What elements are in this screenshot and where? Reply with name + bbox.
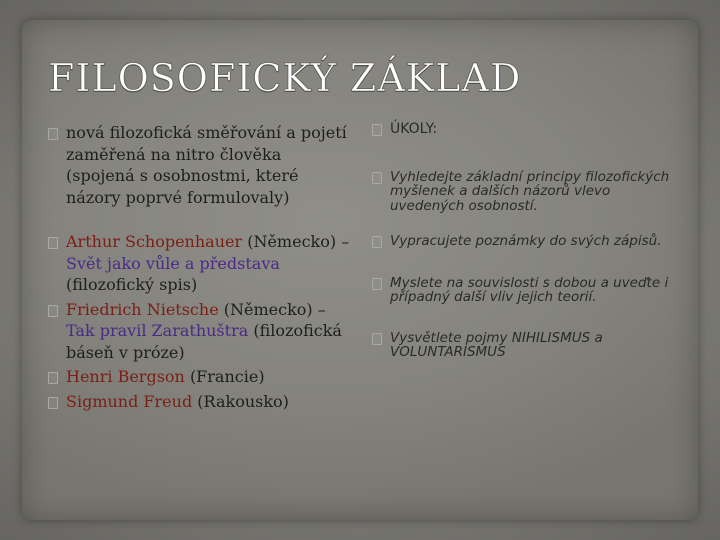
schopenhauer-text bbox=[66, 231, 354, 296]
right-column bbox=[372, 122, 672, 360]
bullet-icon bbox=[48, 372, 58, 384]
bullet-icon bbox=[48, 305, 58, 317]
task-text: Vypracujete poznámky do svých zápisů. bbox=[390, 233, 662, 249]
list-item-schopenhauer bbox=[48, 231, 354, 296]
freud-text bbox=[66, 391, 354, 413]
work-title: Svět jako vůle a představa bbox=[66, 253, 280, 273]
tasks-heading-item bbox=[372, 122, 672, 137]
work-note: (filozofická báseň v próze) bbox=[66, 321, 342, 362]
person-name: Friedrich Nietsche bbox=[66, 299, 219, 319]
bullet-icon bbox=[372, 236, 382, 248]
bergson-text bbox=[66, 366, 354, 388]
tasks-heading: ÚKOLY: bbox=[390, 121, 438, 137]
list-item-freud bbox=[48, 391, 354, 413]
left-column bbox=[48, 122, 354, 412]
person-country: (Francie) bbox=[189, 367, 265, 386]
person-name: Arthur Schopenhauer bbox=[66, 232, 243, 251]
bullet-icon bbox=[372, 172, 382, 184]
work-note: (filozofický spis) bbox=[66, 275, 198, 294]
person-country: (Německo) – bbox=[247, 232, 350, 251]
task-text: Vysvětlete pojmy NIHILISMUS a VOLUNTARISMUS bbox=[390, 329, 603, 360]
bullet-icon bbox=[372, 333, 382, 345]
list-item-intro bbox=[48, 122, 354, 208]
bullet-icon bbox=[48, 397, 58, 409]
task-item bbox=[372, 234, 672, 249]
slide-title: FILOSOFICKÝ ZÁKLAD bbox=[48, 56, 522, 100]
bullet-icon bbox=[372, 278, 382, 290]
person-name: Henri Bergson bbox=[66, 367, 185, 386]
task-item bbox=[372, 170, 672, 214]
task-item bbox=[372, 331, 672, 360]
intro-text: nová filozofická směřování a pojetí zaměřená na nitro člověka (spojená s osobnostmi, které názory poprvé formulovaly) bbox=[66, 123, 347, 207]
person-country: (Německo) – bbox=[223, 299, 326, 319]
list-item-nietzsche bbox=[48, 299, 354, 364]
bullet-icon bbox=[372, 124, 382, 136]
person-name: Sigmund Freud bbox=[66, 391, 193, 411]
task-text: Myslete na souvislosti s dobou a uveďte i případný další vliv jejich teorií. bbox=[390, 274, 669, 305]
nietzsche-text bbox=[66, 299, 354, 364]
person-country: (Rakousko) bbox=[197, 391, 289, 411]
list-item-bergson bbox=[48, 366, 354, 388]
work-title: Tak pravil Zarathuštra bbox=[66, 321, 249, 340]
task-text: Vyhledejte základní principy filozofických myšlenek a dalších názorů vlevo uvedených osobností. bbox=[390, 168, 670, 214]
task-item bbox=[372, 276, 672, 305]
bullet-icon bbox=[48, 128, 58, 140]
bullet-icon bbox=[48, 237, 58, 249]
